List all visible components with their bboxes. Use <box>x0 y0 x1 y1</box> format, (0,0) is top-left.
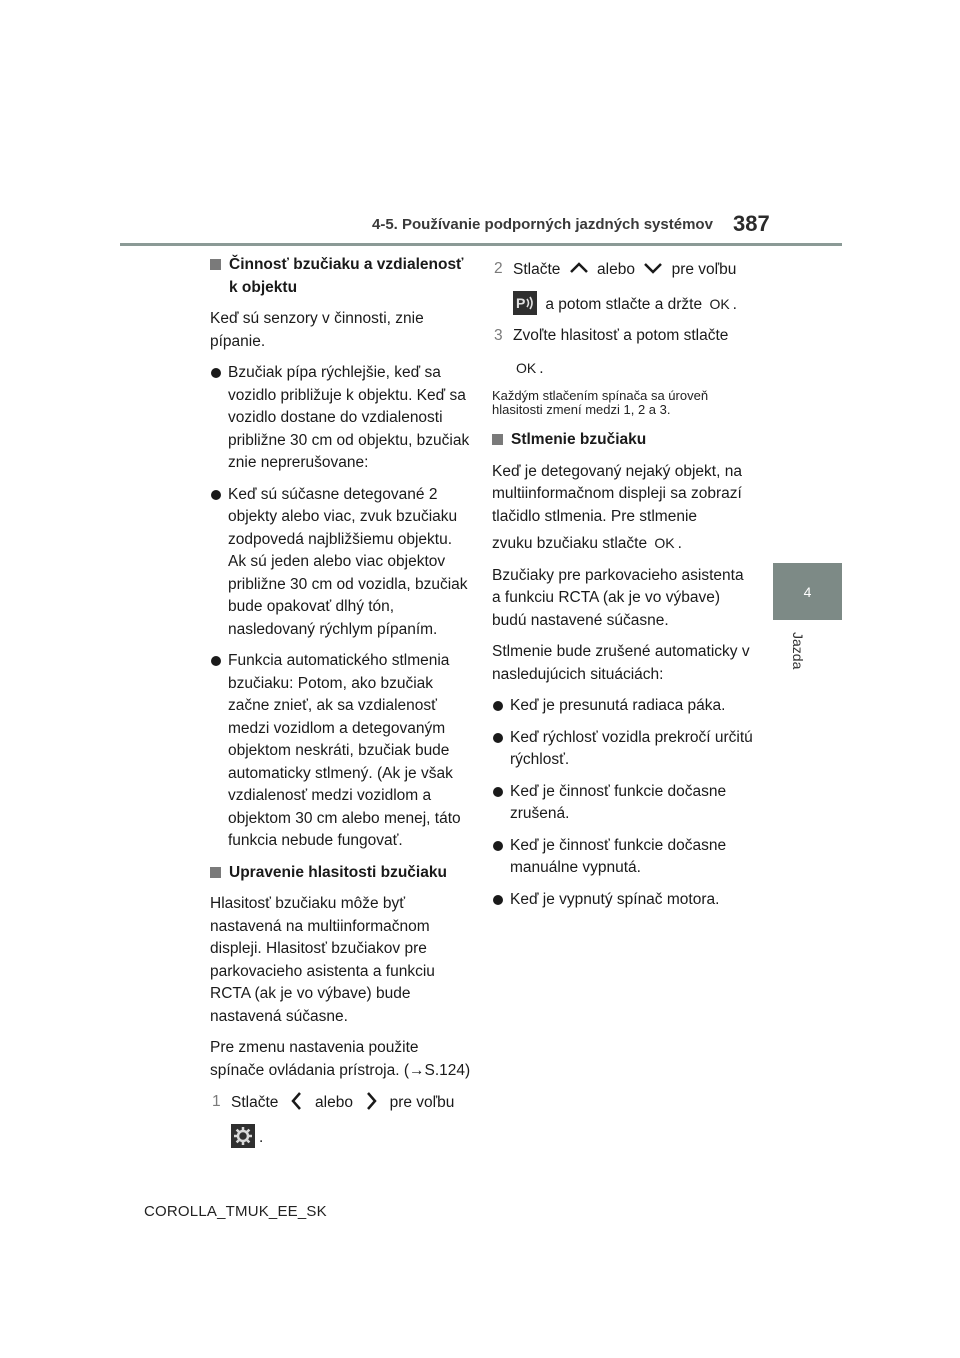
step-3: 3 Zvoľte hlasitosť a potom stlačte <box>492 325 754 348</box>
bullet-icon <box>493 701 503 711</box>
paragraph: Bzučiaky pre parkovacieho asistenta a funkciu RCTA (ak je vo výbave) budú nastavené súčasne. <box>492 566 744 629</box>
list-item: Keď je presunutá radiaca páka. <box>492 695 754 718</box>
bullet-icon <box>211 490 221 500</box>
paragraph: Keď je detegovaný nejaký objekt, na multiinformačnom displeji sa zobrazí tlačidlo stlmenia. Pre stlmenie <box>492 462 742 525</box>
step-2-icon-line: P a potom stlačte a držte OK . <box>492 291 754 317</box>
step-1: 1 Stlačte alebo pre voľbu <box>210 1091 472 1115</box>
bullet-icon <box>493 787 503 797</box>
bullet-icon <box>493 733 503 743</box>
bullet-icon <box>211 368 221 378</box>
bullet-icon <box>493 841 503 851</box>
bullet-icon <box>493 895 503 905</box>
svg-text:P: P <box>516 294 526 311</box>
chevron-right-icon <box>357 1091 385 1111</box>
step-3-ok-line: OK . <box>492 357 754 381</box>
chapter-label: Jazda <box>790 632 806 670</box>
chevron-left-icon <box>283 1091 311 1111</box>
step-1-icon-line: . <box>210 1124 472 1150</box>
heading-buzzer-distance: Činnosť bzučiaku a vzdialenosť k objektu <box>210 254 472 299</box>
ok-button-symbol: OK <box>654 535 675 551</box>
heading-volume: Upravenie hlasitosti bzučiaku <box>210 862 472 885</box>
ok-button-symbol: OK <box>709 295 730 312</box>
list-item: Funkcia automatického stlmenia bzučiaku: Potom, ako bzučiak začne znieť, ak sa vzdialenosť medzi vozidlom a detegovaným objektom neskráti, bzučiak bude automaticky stlmený. (Ak je však vzdialenosť medzi vozidlom a objektom 30 cm alebo menej, táto funkcia nebude fungovať. <box>210 650 472 853</box>
square-marker-icon <box>210 259 221 270</box>
paragraph: Pre zmenu nastavenia použite spínače ovládania prístroja. (→S.124) <box>210 1039 471 1079</box>
right-column <box>492 258 754 920</box>
step-number: 2 <box>494 260 503 277</box>
chapter-number: 4 <box>803 583 812 600</box>
paragraph: Keď sú senzory v činnosti, znie pípanie. <box>210 310 424 350</box>
parking-sensor-icon <box>513 291 537 315</box>
square-marker-icon <box>210 867 221 878</box>
note-text: Každým stlačením spínača sa úroveň hlasitosti zmení medzi 1, 2 a 3. <box>492 388 709 417</box>
ok-button-symbol: OK <box>516 359 537 376</box>
step-number: 1 <box>212 1093 221 1110</box>
paragraph: Hlasitosť bzučiaku môže byť nastavená na multiinformačnom displeji. Hlasitosť bzučiakov pre parkovacieho asistenta a funkciu RCTA (ak je vo výbave) bude nastavená súčasne. <box>210 895 435 1025</box>
list-item: Keď sú súčasne detegované 2 objekty alebo viac, zvuk bzučiaku zodpovedá najbližšiemu objektu. Ak sú jeden alebo viac objektov približne 30 cm od vozidla, bzučiak bude opakovať dlhý tón, nasledovaný rýchlym pípaním. <box>210 484 472 642</box>
chevron-down-icon <box>639 258 667 278</box>
section-title: 4-5. Používanie podporných jazdných systémov <box>372 216 713 233</box>
footer-code: COROLLA_TMUK_EE_SK <box>144 1203 327 1220</box>
left-column <box>210 254 472 1158</box>
list-item: Keď rýchlosť vozidla prekročí určitú rýchlosť. <box>492 727 754 772</box>
bullet-icon <box>211 656 221 666</box>
paragraph: Stlmenie bude zrušené automaticky v nasledujúcich situáciách: <box>492 643 750 683</box>
page-number: 387 <box>733 211 770 236</box>
square-marker-icon <box>492 434 503 445</box>
chapter-tab[interactable] <box>773 563 842 620</box>
step-2: 2 Stlačte alebo pre voľbu <box>492 258 754 282</box>
step-number: 3 <box>494 327 503 344</box>
list-item: Bzučiak pípa rýchlejšie, keď sa vozidlo približuje k objektu. Keď sa vozidlo dostane do vzdialenosti približne 30 cm od objektu, bzučiak znie neprerušovane: <box>210 362 472 475</box>
list-item: Keď je činnosť funkcie dočasne zrušená. <box>492 781 754 826</box>
settings-gear-icon <box>231 1124 255 1148</box>
list-item: Keď je vypnutý spínač motora. <box>492 889 754 912</box>
chevron-up-icon <box>565 258 593 278</box>
heading-mute: Stlmenie bzučiaku <box>492 429 754 452</box>
list-item: Keď je činnosť funkcie dočasne manuálne vypnutá. <box>492 835 754 880</box>
header-rule <box>120 243 842 246</box>
paragraph: zvuku bzučiaku stlačte OK . <box>492 532 754 556</box>
